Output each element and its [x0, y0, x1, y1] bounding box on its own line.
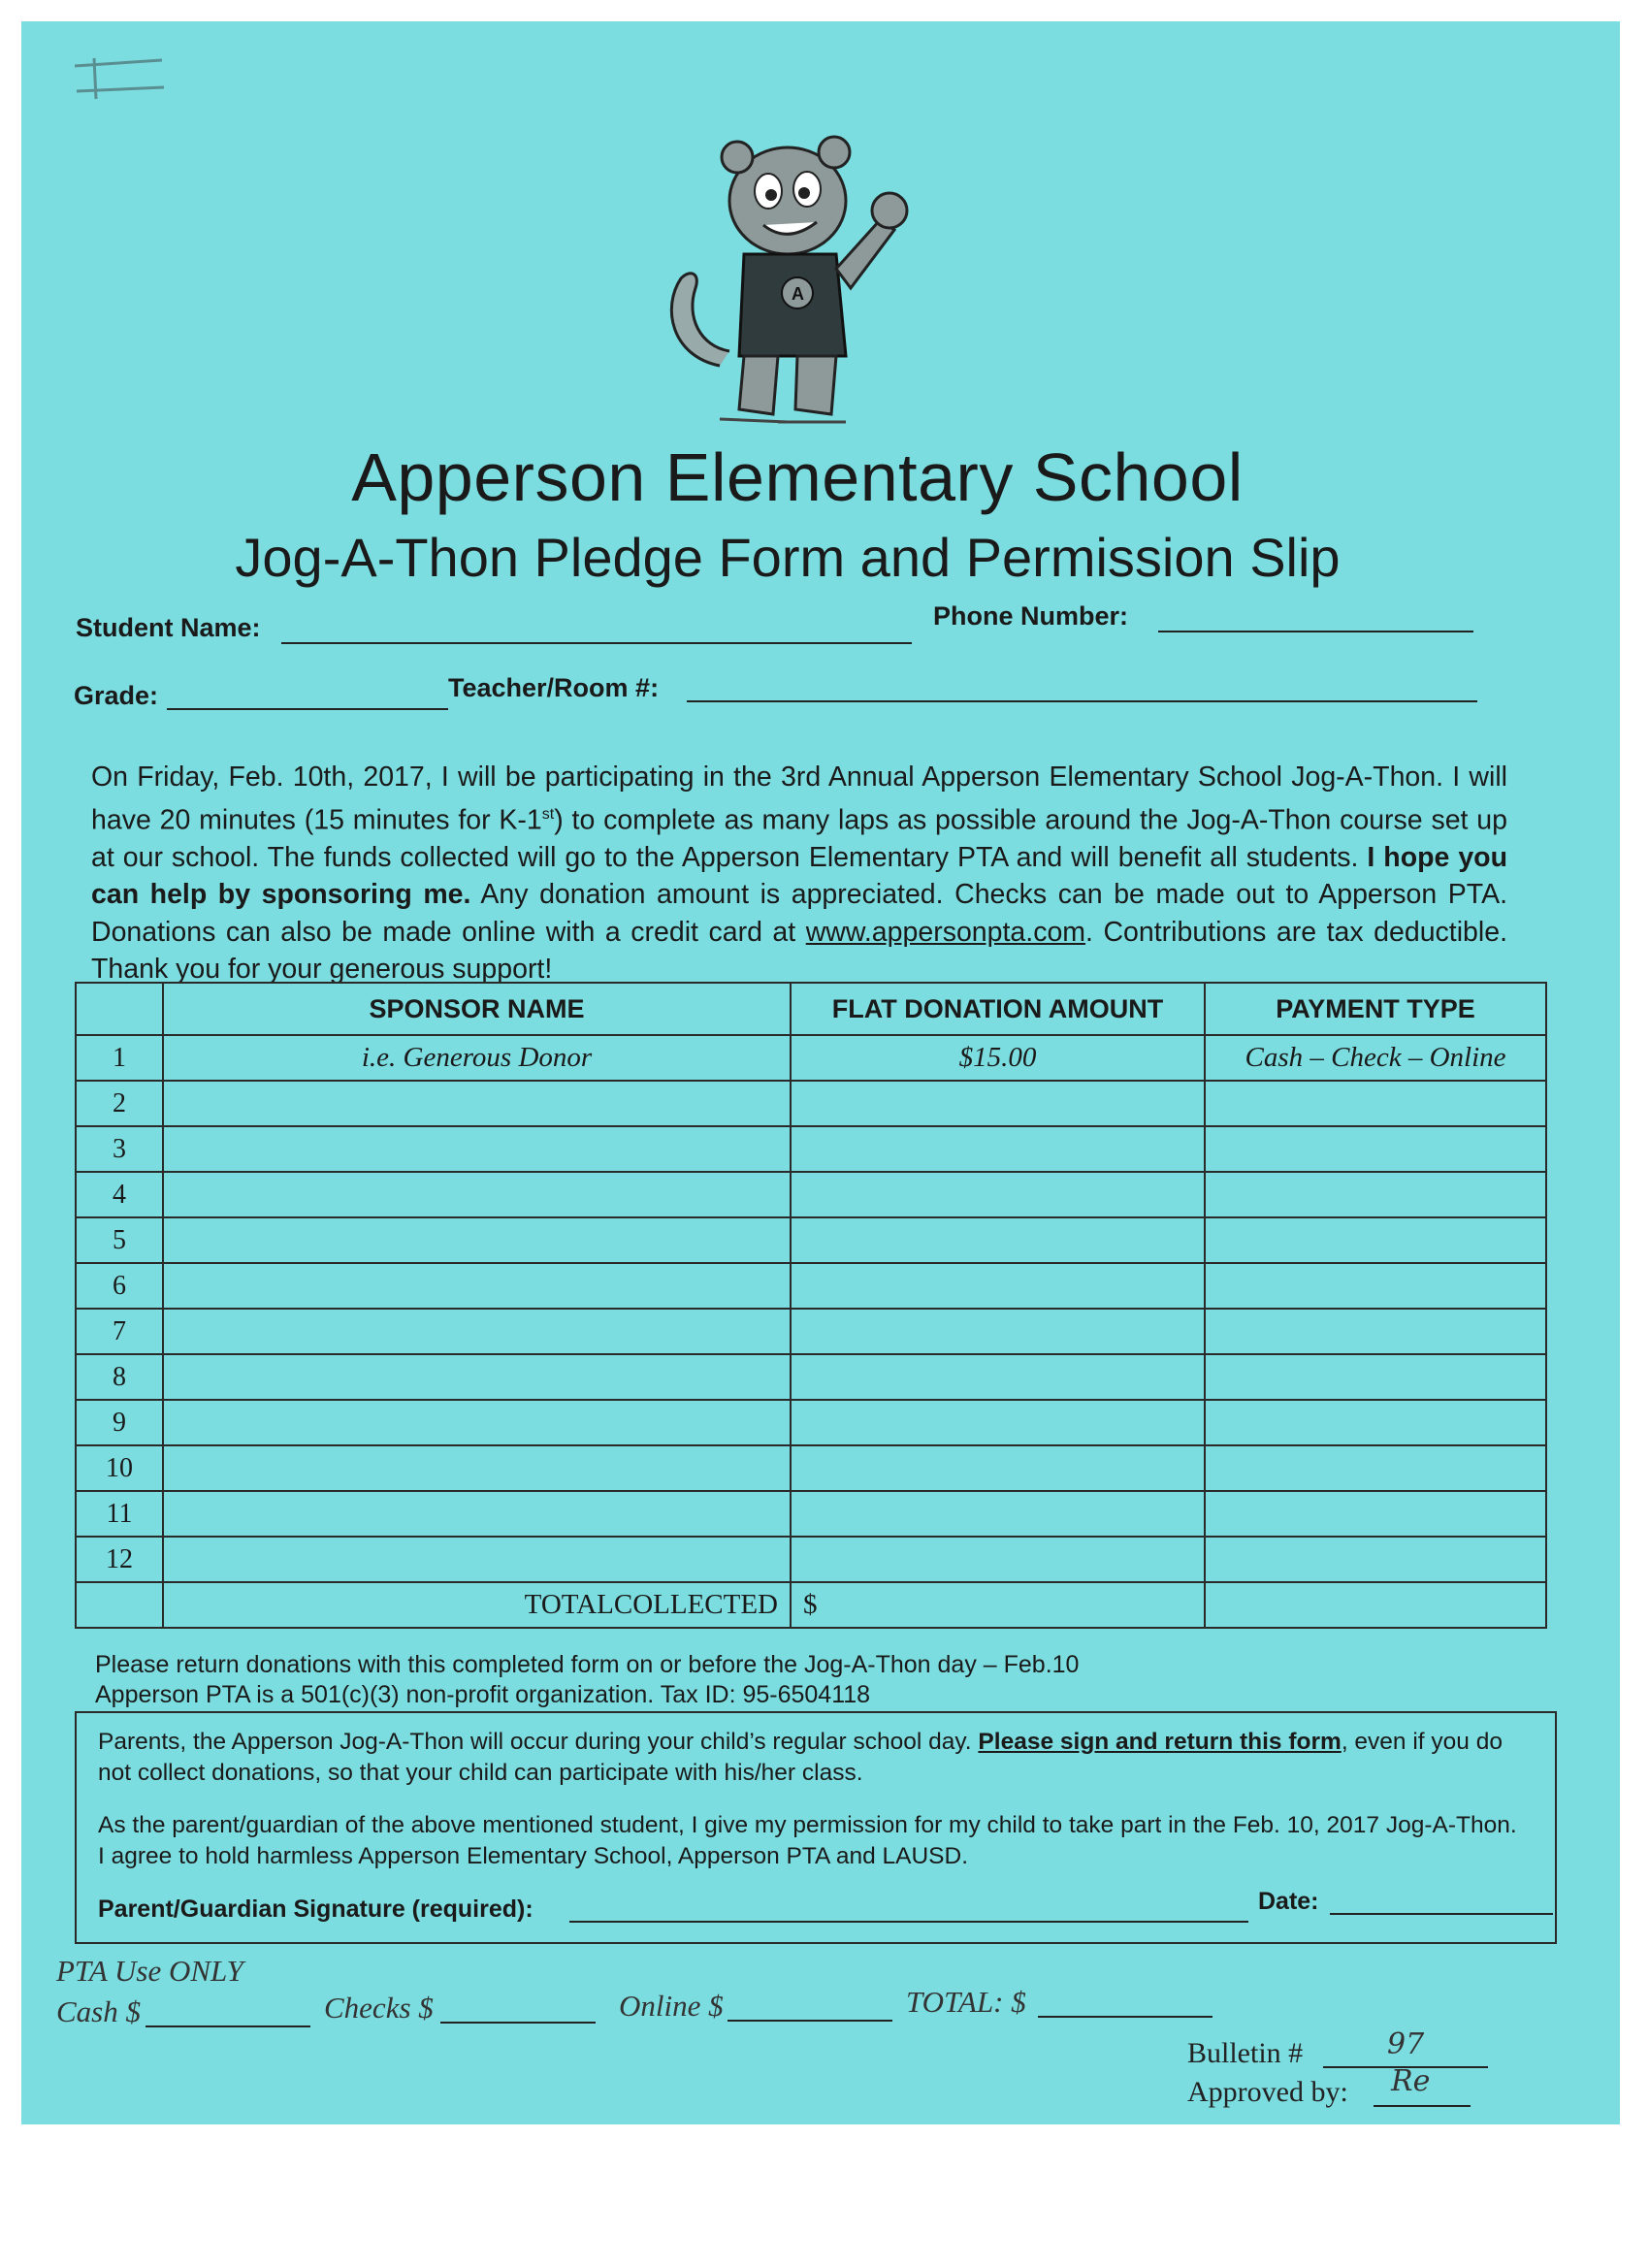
pta-use-heading: PTA Use ONLY: [56, 1954, 243, 1988]
sponsor-name-cell[interactable]: [163, 1172, 791, 1217]
pta-checks-field[interactable]: [440, 2022, 596, 2024]
sponsor-name-cell[interactable]: [163, 1126, 791, 1172]
table-row: [76, 1354, 1546, 1400]
approved-by-value: Re: [1391, 2064, 1431, 2098]
table-row: [76, 1263, 1546, 1309]
donation-amount-cell[interactable]: [791, 1263, 1205, 1309]
signature-field[interactable]: [569, 1921, 1248, 1923]
payment-type-cell[interactable]: [1205, 1400, 1546, 1445]
student-name-label: Student Name:: [76, 613, 261, 642]
table-row: [76, 1445, 1546, 1491]
row-number: 9: [76, 1400, 163, 1445]
sponsor-name-cell[interactable]: [163, 1081, 791, 1126]
permission-statement: As the parent/guardian of the above mentioned student, I give my permission for my child to take part in the Feb. 10, 2017 Jog-A-Thon. I agree to hold harmless Apperson Elementary School, Apperson PTA and LAUSD.: [98, 1812, 1517, 1869]
teacher-label: Teacher/Room #:: [448, 673, 660, 702]
date-label: Date:: [1258, 1888, 1319, 1915]
pta-cash-label: Cash $: [56, 1994, 141, 2028]
row-number: 6: [76, 1263, 163, 1309]
pta-total-label: TOTAL: $: [906, 1985, 1026, 2019]
row-number: 12: [76, 1537, 163, 1582]
total-amount-field[interactable]: $: [791, 1582, 1205, 1628]
phone-field[interactable]: [1158, 631, 1473, 632]
table-row: [76, 1172, 1546, 1217]
table-row: [76, 1081, 1546, 1126]
tiger-mascot-image: [652, 113, 923, 434]
row-number: 5: [76, 1217, 163, 1263]
table-row: [76, 1217, 1546, 1263]
permission-box: [75, 1711, 1557, 1944]
table-row: [76, 1126, 1546, 1172]
sponsor-name-cell[interactable]: [163, 1217, 791, 1263]
donation-amount-cell[interactable]: [791, 1126, 1205, 1172]
form-paper: [21, 21, 1620, 2124]
row-number: 8: [76, 1354, 163, 1400]
table-row: [76, 1400, 1546, 1445]
date-field[interactable]: [1330, 1913, 1553, 1915]
permission-notice: Parents, the Apperson Jog-A-Thon will occur during your child’s regular school day. Please sign and return this form, even if you do not collect donations, so that your child can participate with his/her class.: [98, 1729, 1503, 1786]
grade-field[interactable]: [167, 708, 448, 710]
sponsor-name-cell[interactable]: [163, 1400, 791, 1445]
payment-type-cell[interactable]: [1205, 1309, 1546, 1354]
payment-type-cell[interactable]: [1205, 1172, 1546, 1217]
pta-total-field[interactable]: [1038, 2016, 1212, 2018]
col-payment-type: PAYMENT TYPE: [1205, 983, 1546, 1035]
nonprofit-note: Apperson PTA is a 501(c)(3) non-profit organization. Tax ID: 95-6504118: [95, 1681, 871, 1708]
row-number: 3: [76, 1126, 163, 1172]
row-number: 4: [76, 1172, 163, 1217]
donation-amount-cell[interactable]: [791, 1081, 1205, 1126]
return-note: Please return donations with this completed form on or before the Jog-A-Thon day – Feb.10: [95, 1651, 1080, 1678]
table-row: [76, 1537, 1546, 1582]
form-title: Jog-A-Thon Pledge Form and Permission Slip: [235, 527, 1341, 588]
school-title: Apperson Elementary School: [351, 439, 1244, 515]
bulletin-value: 97: [1387, 2027, 1425, 2061]
student-name-field[interactable]: [281, 642, 912, 644]
sponsor-name-cell[interactable]: [163, 1445, 791, 1491]
teacher-field[interactable]: [687, 700, 1477, 702]
sponsor-name-cell[interactable]: [163, 1309, 791, 1354]
pta-cash-field[interactable]: [146, 2025, 310, 2027]
donation-amount-cell[interactable]: [791, 1309, 1205, 1354]
donation-amount-cell[interactable]: [791, 1537, 1205, 1582]
table-row: [76, 1309, 1546, 1354]
pta-checks-label: Checks $: [324, 1991, 434, 2025]
row-number: 10: [76, 1445, 163, 1491]
payment-type-cell[interactable]: [1205, 1263, 1546, 1309]
sponsor-table: [75, 982, 1547, 1629]
pta-website-link[interactable]: www.appersonpta.com: [805, 916, 1086, 948]
payment-type-cell[interactable]: [1205, 1126, 1546, 1172]
phone-label: Phone Number:: [933, 601, 1129, 631]
col-sponsor-name: SPONSOR NAME: [163, 983, 791, 1035]
sponsor-name-cell[interactable]: [163, 1263, 791, 1309]
payment-type-cell[interactable]: [1205, 1081, 1546, 1126]
grade-label: Grade:: [74, 681, 159, 710]
staple-mark: [65, 49, 172, 107]
pta-online-field[interactable]: [728, 2020, 892, 2022]
sponsor-name-cell[interactable]: [163, 1537, 791, 1582]
table-row: [76, 1491, 1546, 1537]
row-number: 7: [76, 1309, 163, 1354]
example-sponsor: i.e. Generous Donor: [163, 1035, 791, 1081]
donation-amount-cell[interactable]: [791, 1217, 1205, 1263]
table-row-example: 1 i.e. Generous Donor $15.00 Cash – Check – Online: [76, 1035, 1546, 1081]
example-amount: $15.00: [791, 1035, 1205, 1081]
signature-label: Parent/Guardian Signature (required):: [98, 1895, 534, 1923]
pta-online-label: Online $: [619, 1989, 724, 2023]
approved-by-label: Approved by:: [1187, 2076, 1348, 2108]
payment-type-cell[interactable]: [1205, 1217, 1546, 1263]
payment-type-cell[interactable]: [1205, 1445, 1546, 1491]
payment-type-cell[interactable]: [1205, 1491, 1546, 1537]
row-number: 2: [76, 1081, 163, 1126]
example-payment-type: Cash – Check – Online: [1205, 1035, 1546, 1081]
sponsor-name-cell[interactable]: [163, 1491, 791, 1537]
donation-amount-cell[interactable]: [791, 1400, 1205, 1445]
bulletin-label: Bulletin #: [1187, 2037, 1304, 2069]
payment-type-cell[interactable]: [1205, 1354, 1546, 1400]
donation-amount-cell[interactable]: [791, 1172, 1205, 1217]
donation-amount-cell[interactable]: [791, 1445, 1205, 1491]
sponsor-name-cell[interactable]: [163, 1354, 791, 1400]
col-donation-amount: FLAT DONATION AMOUNT: [791, 983, 1205, 1035]
total-label: TOTALCOLLECTED: [163, 1582, 791, 1628]
donation-amount-cell[interactable]: [791, 1354, 1205, 1400]
intro-paragraph: On Friday, Feb. 10th, 2017, I will be participating in the 3rd Annual Apperson Elementary School Jog-A-Thon. I will have 20 minutes (15 minutes for K-1st) to complete as many laps as possible around the Jog-A-Thon course set up at our school. The funds collected will go to the Apperson Elementary PTA and will benefit all students. I hope you can help by sponsoring me. Any donation amount is appreciated. Checks can be made out to Apperson PTA. Donations can also be made online with a credit card at www.appersonpta.com. Contributions are tax deductible. Thank you for your generous support!: [91, 761, 1507, 985]
payment-type-cell[interactable]: [1205, 1537, 1546, 1582]
donation-amount-cell[interactable]: [791, 1491, 1205, 1537]
svg-text:A: A: [792, 284, 804, 304]
row-number: 11: [76, 1491, 163, 1537]
total-row: [76, 1582, 1546, 1628]
approved-by-field[interactable]: [1374, 2105, 1471, 2107]
